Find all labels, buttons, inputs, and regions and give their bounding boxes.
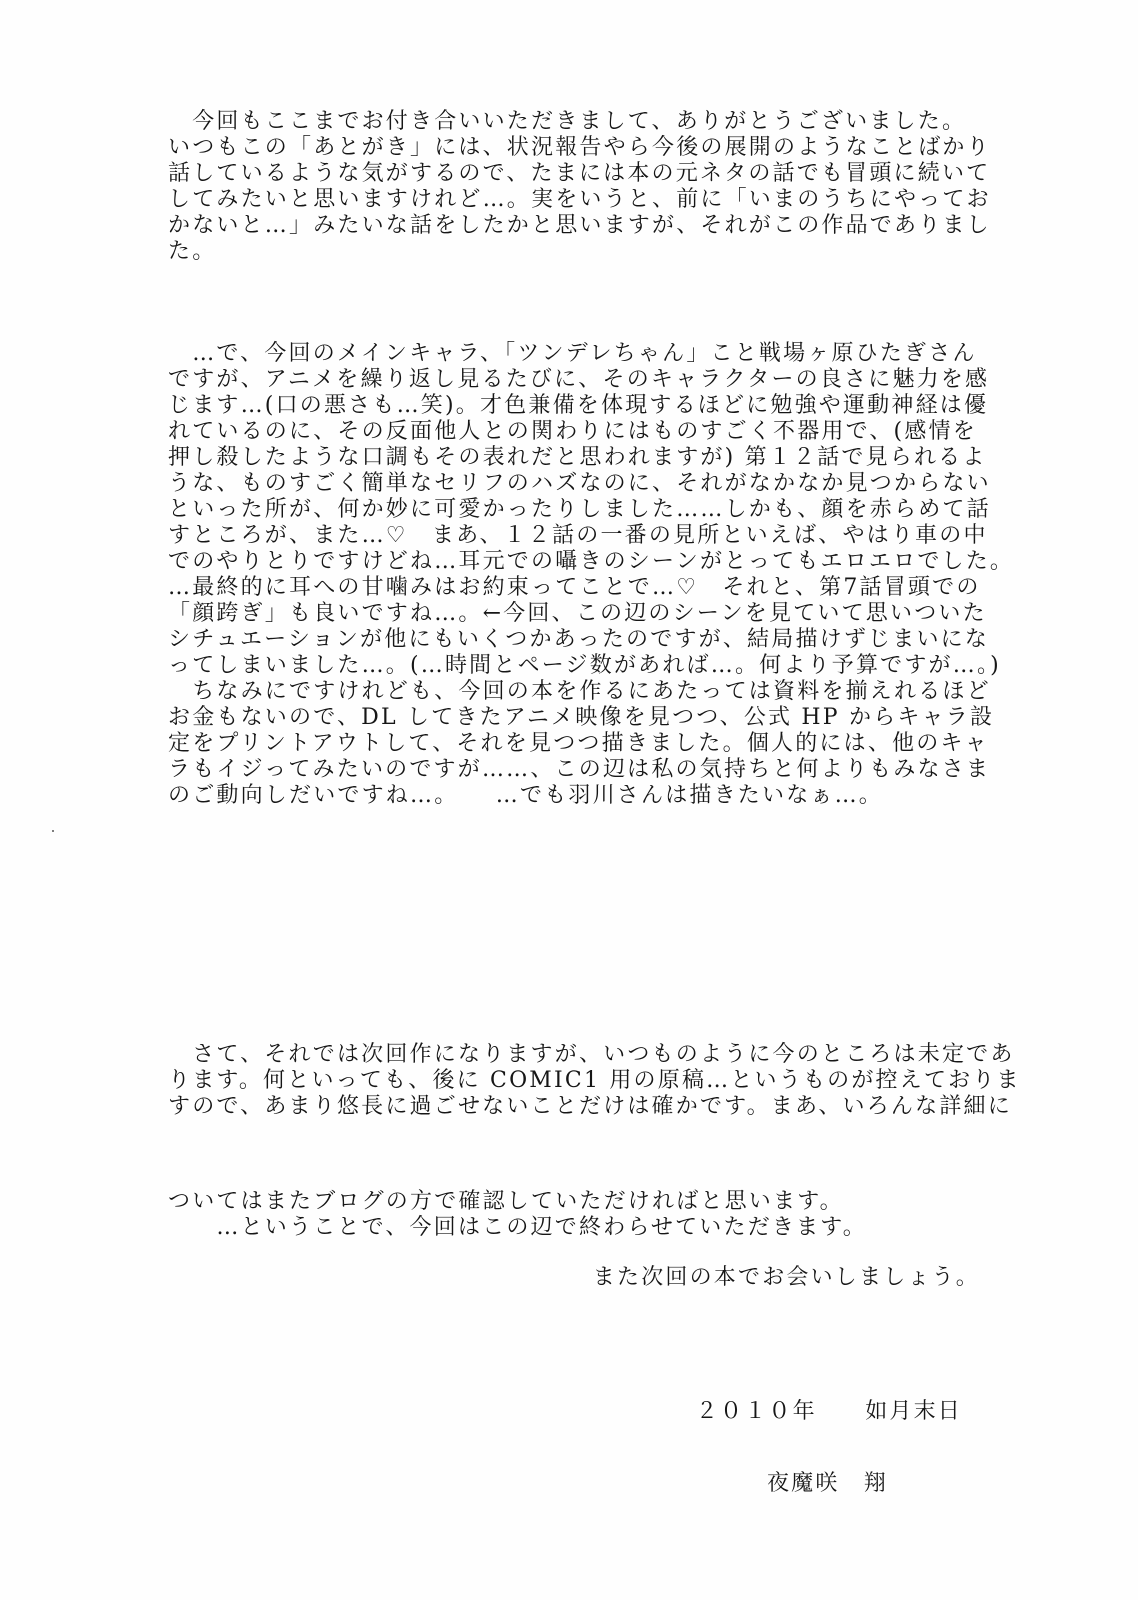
text-line: のご動向しだいですね…。 …でも羽川さんは描きたいなぁ…。: [168, 783, 884, 808]
text-line: お金もないので、DL してきたアニメ映像を見つつ、公式 HP からキャラ設: [168, 705, 995, 730]
text-line: すので、あまり悠長に過ごせないことだけは確かです。まあ、いろんな詳細に: [168, 1094, 1012, 1119]
author-signature: 夜魔咲 翔: [766, 1471, 888, 1496]
afterword-paragraph-4: [168, 1189, 988, 1241]
text-line: …ということで、今回はこの辺で終わらせていただきます。: [168, 1215, 867, 1240]
closing-greeting: また次回の本でお会いしましょう。: [592, 1265, 980, 1290]
text-line: ついてはまたブログの方で確認していただければと思います。: [168, 1189, 844, 1214]
afterword-paragraph-1: [168, 109, 991, 265]
text-line: 話しているような気がするので、たまには本の元ネタの話でも冒頭に続いて: [168, 161, 991, 186]
date-line: ２０１０年 如月末日: [695, 1399, 962, 1424]
text-line: じます…(口の悪さも…笑)。才色兼備を体現するほどに勉強や運動神経は優: [168, 393, 989, 418]
text-line: ちなみにですけれども、今回の本を作るにあたっては資料を揃えれるほど: [168, 679, 991, 704]
text-line: ラもイジってみたいのですが……、この辺は私の気持ちと何よりもみなさま: [168, 757, 991, 782]
text-line: れているのに、その反面他人との関わりにはものすごく不器用で、(感情を: [168, 419, 977, 444]
text-line: うな、ものすごく簡単なセリフのハズなのに、それがなかなか見つからない: [168, 471, 991, 496]
text-line: かないと…」みたいな話をしたかと思いますが、それがこの作品でありまし: [168, 213, 991, 238]
text-line: シチュエーションが他にもいくつかあったのですが、結局描けずじまいにな: [168, 627, 990, 652]
text-line: いつもこの「あとがき」には、状況報告やら今後の展開のようなことばかり: [168, 135, 991, 160]
text-line: た。: [168, 239, 217, 264]
text-line: といった所が、何か妙に可愛かったりしました……しかも、顔を赤らめて話: [168, 497, 991, 522]
text-line: …最終的に耳への甘噛みはお約束ってことで…♡ それと、第7話冒頭での: [168, 575, 981, 600]
text-line: ですが、アニメを繰り返し見るたびに、そのキャラクターの良さに魅力を感: [168, 367, 990, 392]
text-line: 「顔跨ぎ」も良いですね…。←今回、この辺のシーンを見ていて思いついた: [168, 601, 987, 626]
text-line: ります。何といっても、後に COMIC1 用の原稿…というものが控えておりま: [168, 1068, 1021, 1093]
text-line: さて、それでは次回作になりますが、いつものように今のところは未定であ: [168, 1042, 1015, 1067]
text-line: 定をプリントアウトして、それを見つつ描きました。個人的には、他のキャ: [168, 731, 989, 756]
text-line: ってしまいました…。(…時間とページ数があれば…。何より予算ですが…。): [168, 653, 1001, 678]
text-line: 押し殺したような口調もその表れだと思われますが) 第１２話で見られるよ: [168, 445, 987, 470]
afterword-paragraph-3: [168, 1042, 1021, 1120]
text-line: …で、今回のメインキャラ、「ツンデレちゃん」こと戦場ヶ原ひたぎさん: [168, 341, 977, 366]
text-line: してみたいと思いますけれど…。実をいうと、前に「いまのうちにやってお: [168, 187, 991, 212]
text-line: 今回もここまでお付き合いいただきまして、ありがとうございました。: [168, 109, 967, 134]
scan-speck: [52, 830, 54, 832]
text-line: すところが、また…♡ まあ、１２話の一番の見所といえば、やはり車の中: [168, 523, 988, 548]
text-line: でのやりとりですけどね…耳元での囁きのシーンがとってもエロエロでした。: [168, 549, 1015, 574]
afterword-paragraph-2: [168, 341, 1015, 809]
